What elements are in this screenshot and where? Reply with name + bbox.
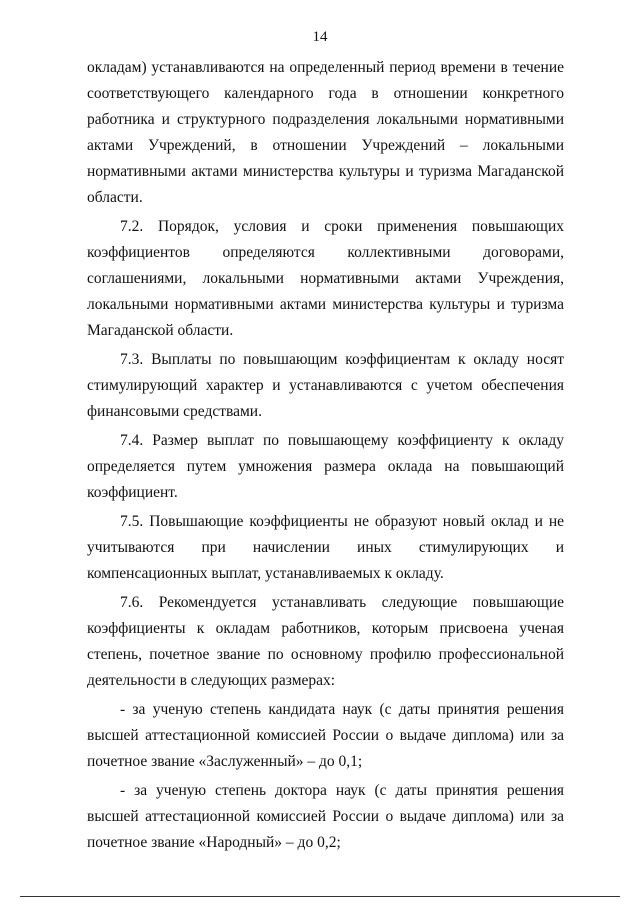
paragraph-continuation: окладам) устанавливаются на определенный период времени в течение соответствующего календарного года в отношении конкретного работника и структурного подразделения локальными нормативными актами Учреждений, в отношении Учреждений – локальными нормативными актами министерства культуры и туризма Магаданской области. bbox=[87, 59, 564, 206]
paragraph-7-6: 7.6. Рекомендуется устанавливать следующие повышающие коэффициенты к окладам работников, которым присвоена ученая степень, почетное звание по основному профилю профессиональной деятельности в следующих размерах: bbox=[87, 594, 564, 689]
paragraph-7-2: 7.2. Порядок, условия и сроки применения повышающих коэффициентов определяются коллективными договорами, соглашениями, локальными нормативными актами Учреждения, локальными нормативными актами министерства культуры и туризма Магаданской области. bbox=[87, 218, 564, 339]
list-item-doctor-degree: - за ученую степень доктора наук (с даты принятия решения высшей аттестационной комиссией России о выдаче диплома) или за почетное звание «Народный» – до 0,2; bbox=[87, 782, 564, 851]
document-body bbox=[87, 55, 564, 859]
paragraph-7-3: 7.3. Выплаты по повышающим коэффициентам к окладу носят стимулирующий характер и устанавливаются с учетом обеспечения финансовыми средствами. bbox=[87, 351, 564, 420]
paragraph-7-5: 7.5. Повышающие коэффициенты не образуют новый оклад и не учитываются при начислении иных стимулирующих и компенсационных выплат, устанавливаемых к окладу. bbox=[87, 513, 564, 582]
page-number: 14 bbox=[312, 29, 328, 45]
paragraph-7-4: 7.4. Размер выплат по повышающему коэффициенту к окладу определяется путем умножения размера оклада на повышающий коэффициент. bbox=[87, 432, 564, 501]
bottom-rule bbox=[20, 896, 620, 897]
list-item-candidate-degree: - за ученую степень кандидата наук (с даты принятия решения высшей аттестационной комиссией России о выдаче диплома) или за почетное звание «Заслуженный» – до 0,1; bbox=[87, 701, 564, 770]
